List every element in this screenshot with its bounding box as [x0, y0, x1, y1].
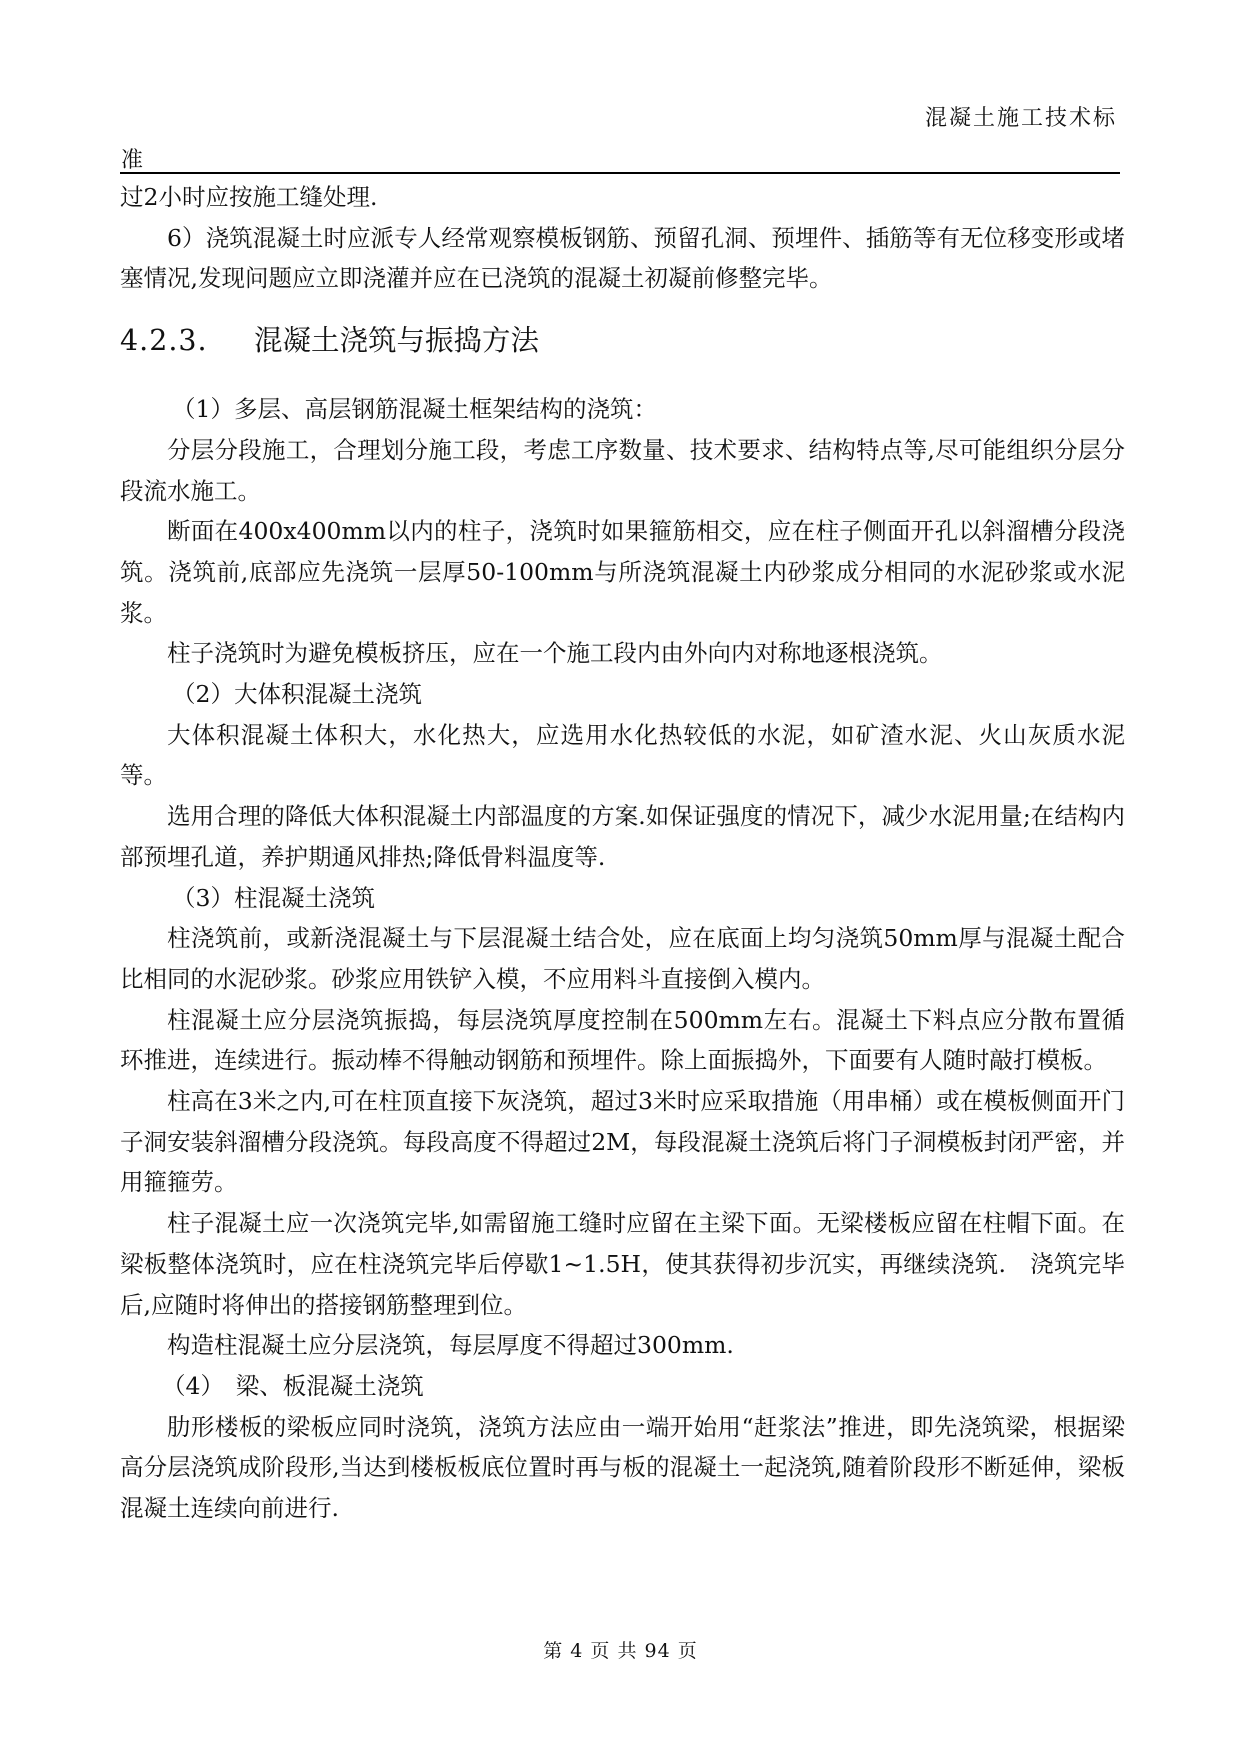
subsection-heading: （2）大体积混凝土浇筑 [172, 680, 422, 709]
paragraph: 大体积混凝土体积大，水化热大，应选用水化热较低的水泥，如矿渣水泥、火山灰质水泥等。 [120, 720, 1125, 790]
footer-total-pages: 94 [644, 1640, 671, 1662]
footer-page-number: 4 [570, 1640, 584, 1662]
paragraph: 柱高在3米之内,可在柱顶直接下灰浇筑，超过3米时应采取措施（用串桶）或在模板侧面开门子洞安装斜溜槽分段浇筑。每段高度不得超过2M，每段混凝土浇筑后将门子洞模板封闭严密，并用箍箍劳。 [120, 1087, 1125, 1197]
footer-label-suffix: 页 [677, 1640, 698, 1662]
paragraph: 柱子混凝土应一次浇筑完毕,如需留施工缝时应留在主梁下面。无梁楼板应留在柱帽下面。在梁板整体浇筑时，应在柱浇筑完毕后停歇1~1.5H，使其获得初步沉实，再继续浇筑. 浇筑完毕后,应随时将伸出的搭接钢筋整理到位。 [120, 1209, 1125, 1319]
subsection-heading: （3）柱混凝土浇筑 [172, 883, 375, 912]
paragraph: 肋形楼板的梁板应同时浇筑，浇筑方法应由一端开始用“赶浆法”推进，即先浇筑梁，根据梁高分层浇筑成阶段形,当达到楼板板底位置时再与板的混凝土一起浇筑,随着阶段形不断延伸，梁板混凝土连续向前进行. [120, 1412, 1125, 1523]
document-body [120, 177, 1125, 1529]
paragraph-list [120, 389, 1125, 1529]
paragraph: 过2小时应按施工缝处理. [120, 183, 378, 211]
paragraph: 选用合理的降低大体积混凝土内部温度的方案.如保证强度的情况下，减少水泥用量;在结构内部预埋孔道，养护期通风排热;降低骨料温度等. [120, 802, 1125, 871]
header-title-tail: 准 [121, 148, 144, 173]
section-heading [120, 321, 1125, 361]
subsection-heading: （1）多层、高层钢筋混凝土框架结构的浇筑： [172, 395, 657, 424]
section-number: 4.2.3. [120, 324, 208, 358]
footer-label-prefix: 第 [543, 1640, 564, 1662]
paragraph: 6）浇筑混凝土时应派专人经常观察模板钢筋、预留孔洞、预埋件、插筋等有无位移变形或堵塞情况,发现问题应立即浇灌并应在已浇筑的混凝土初凝前修整完毕。 [120, 223, 1125, 293]
paragraph: 柱混凝土应分层浇筑振捣，每层浇筑厚度控制在500mm左右。混凝土下料点应分散布置循环推进，连续进行。振动棒不得触动钢筋和预埋件。除上面振捣外，下面要有人随时敲打模板。 [120, 1005, 1125, 1075]
paragraph: 构造柱混凝土应分层浇筑，每层厚度不得超过300mm. [167, 1331, 734, 1360]
subsection-heading: （4） 梁、板混凝土浇筑 [162, 1371, 424, 1400]
footer-label-mid: 页 共 [590, 1640, 638, 1662]
paragraph: 柱浇筑前，或新浇混凝土与下层混凝土结合处，应在底面上均匀浇筑50mm厚与混凝土配合比相同的水泥砂浆。砂浆应用铁铲入模，不应用料斗直接倒入模内。 [120, 924, 1125, 993]
paragraph: 分层分段施工，合理划分施工段，考虑工序数量、技术要求、结构特点等,尽可能组织分层分段流水施工。 [120, 435, 1125, 505]
paragraph: 断面在400x400mm以内的柱子，浇筑时如果箍筋相交，应在柱子侧面开孔以斜溜槽分段浇筑。浇筑前,底部应先浇筑一层厚50-100mm与所浇筑混凝土内砂浆成分相同的水泥砂浆或水泥浆。 [120, 517, 1125, 627]
paragraph: 柱子浇筑时为避免模板挤压，应在一个施工段内由外向内对称地逐根浇筑。 [167, 639, 943, 668]
page-footer [0, 1636, 1241, 1663]
section-title: 混凝土浇筑与振捣方法 [254, 324, 540, 358]
header-divider [120, 172, 1120, 174]
header-title: 混凝土施工技术标 [924, 106, 1117, 131]
